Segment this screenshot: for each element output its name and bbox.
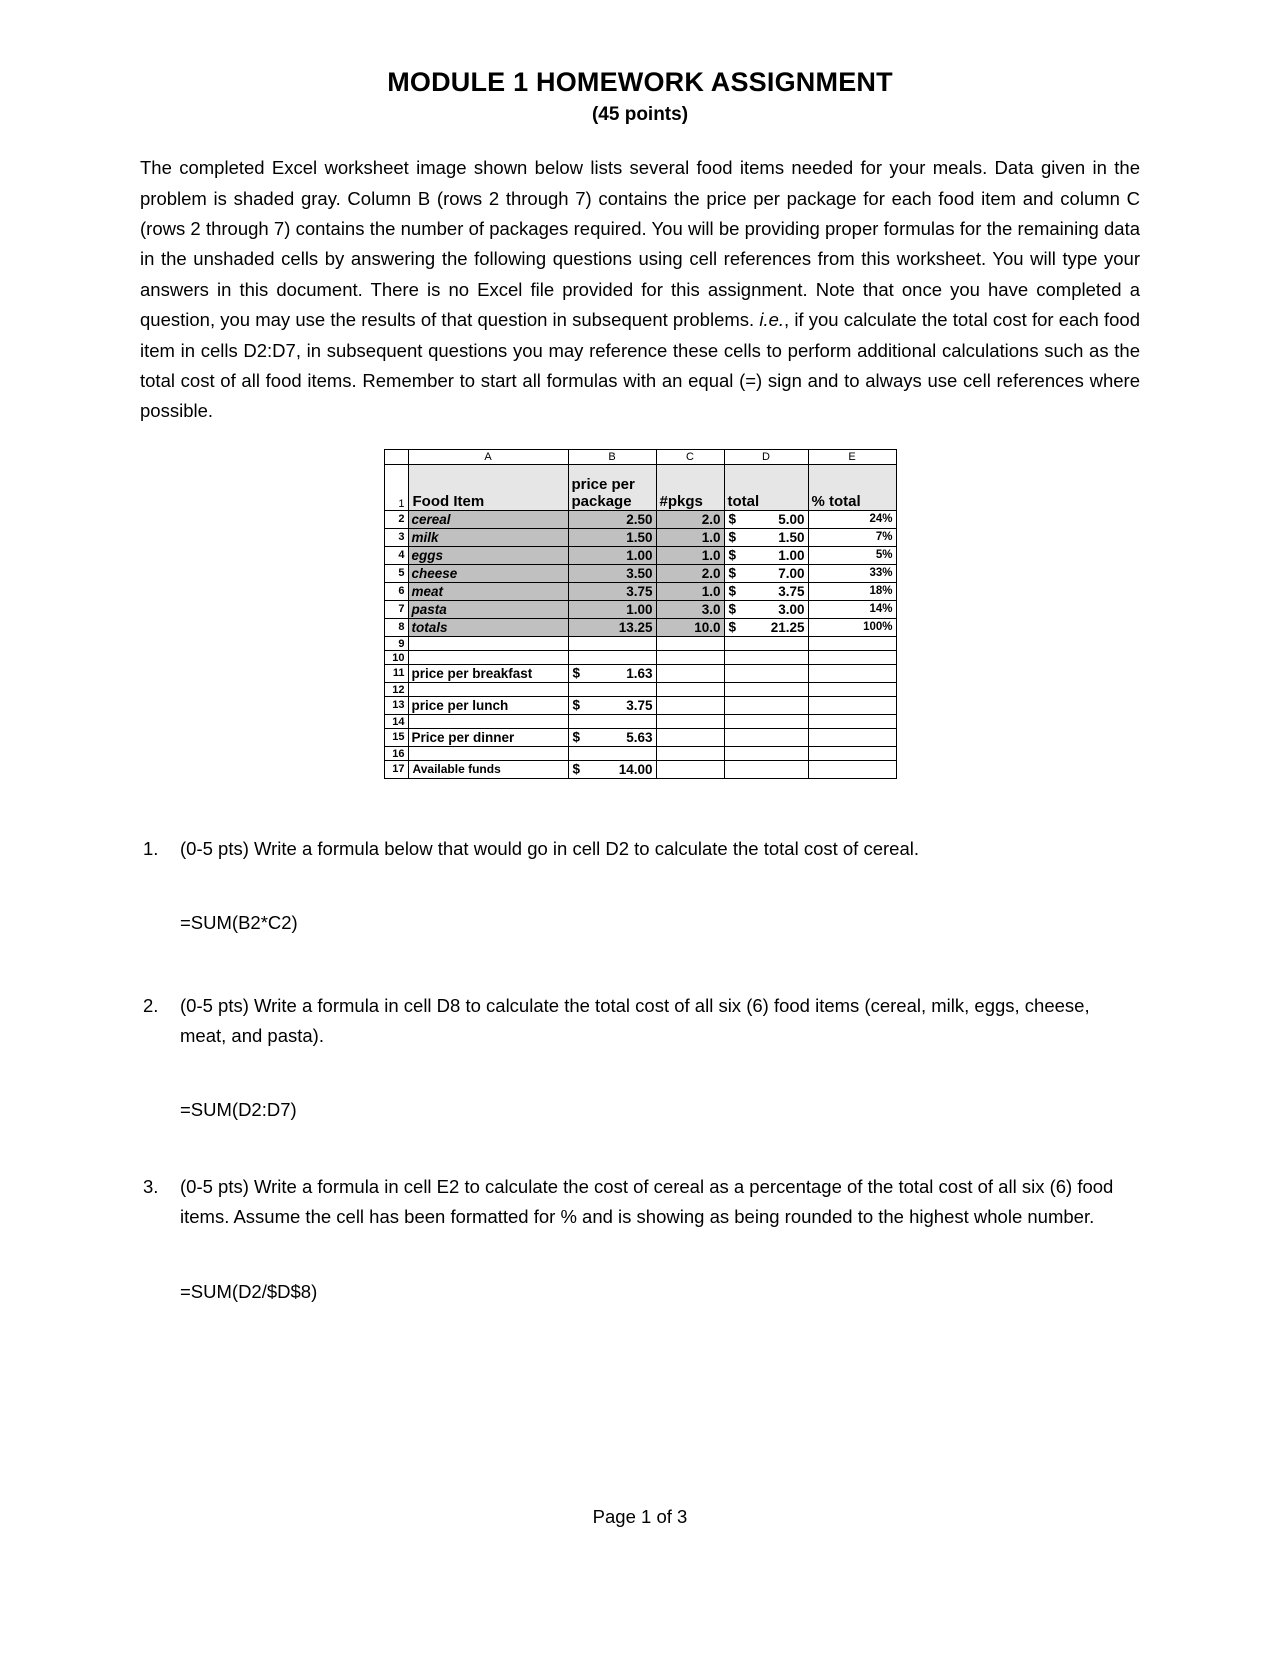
cell-b6: 3.75 bbox=[568, 582, 656, 600]
cell-b4: 1.00 bbox=[568, 546, 656, 564]
answer-1: =SUM(B2*C2) bbox=[180, 912, 298, 934]
cell-a7: pasta bbox=[408, 600, 568, 618]
spacer bbox=[140, 1126, 1140, 1172]
cell-c4: 1.0 bbox=[656, 546, 724, 564]
row-number-12: 12 bbox=[384, 682, 408, 696]
cell-d4 bbox=[724, 546, 808, 564]
cell-e4: 5% bbox=[808, 546, 896, 564]
currency-symbol: $ bbox=[572, 697, 581, 713]
currency-symbol: $ bbox=[728, 583, 737, 599]
cell-a3: milk bbox=[408, 528, 568, 546]
cell-b15 bbox=[568, 728, 656, 746]
cell-b16 bbox=[568, 746, 656, 760]
cell-d3-value: 1.50 bbox=[778, 529, 805, 545]
cell-e10 bbox=[808, 650, 896, 664]
column-letter-row bbox=[384, 449, 896, 464]
cell-a11: price per breakfast bbox=[408, 664, 568, 682]
cell-d7-value: 3.00 bbox=[778, 601, 805, 617]
cell-e13 bbox=[808, 696, 896, 714]
question-text-2: (0-5 pts) Write a formula in cell D8 to calculate the total cost of all six (6) food items (cereal, milk, eggs, cheese, meat, and pasta). bbox=[180, 994, 1090, 1047]
row-number-6: 6 bbox=[384, 582, 408, 600]
cell-a8: totals bbox=[408, 618, 568, 636]
cell-d6-value: 3.75 bbox=[778, 583, 805, 599]
page-subtitle: (45 points) bbox=[591, 104, 689, 126]
question-item-1 bbox=[140, 834, 1140, 864]
row-number-15: 15 bbox=[384, 728, 408, 746]
cell-c17 bbox=[656, 760, 724, 778]
cell-e12 bbox=[808, 682, 896, 696]
cell-b11-value: 1.63 bbox=[626, 665, 653, 681]
spreadsheet-image bbox=[140, 449, 1140, 779]
corner-cell bbox=[384, 449, 408, 464]
cell-a2: cereal bbox=[408, 510, 568, 528]
currency-symbol: $ bbox=[572, 665, 581, 681]
cell-e6: 18% bbox=[808, 582, 896, 600]
table-row-totals bbox=[384, 618, 896, 636]
cell-d13 bbox=[724, 696, 808, 714]
cell-a17: Available funds bbox=[408, 760, 568, 778]
cell-d4-value: 1.00 bbox=[778, 547, 805, 563]
currency-symbol: $ bbox=[728, 511, 737, 527]
cell-d2 bbox=[724, 510, 808, 528]
currency-symbol: $ bbox=[728, 529, 737, 545]
cell-d8-value: 21.25 bbox=[770, 619, 805, 635]
column-letter-d: D bbox=[724, 449, 808, 464]
cell-c7: 3.0 bbox=[656, 600, 724, 618]
cell-a13: price per lunch bbox=[408, 696, 568, 714]
cell-d3 bbox=[724, 528, 808, 546]
row-number-9: 9 bbox=[384, 636, 408, 650]
cell-d9 bbox=[724, 636, 808, 650]
question-item-3 bbox=[140, 1172, 1140, 1233]
table-row-breakfast bbox=[384, 664, 896, 682]
questions-list bbox=[140, 834, 1140, 1307]
row-number-10: 10 bbox=[384, 650, 408, 664]
worksheet-header-row bbox=[384, 464, 896, 510]
table-row-available-funds bbox=[384, 760, 896, 778]
cell-d15 bbox=[724, 728, 808, 746]
column-letter-e: E bbox=[808, 449, 896, 464]
cell-b13 bbox=[568, 696, 656, 714]
cell-e15 bbox=[808, 728, 896, 746]
cell-a9 bbox=[408, 636, 568, 650]
table-row bbox=[384, 564, 896, 582]
cell-c5: 2.0 bbox=[656, 564, 724, 582]
cell-b9 bbox=[568, 636, 656, 650]
cell-e17 bbox=[808, 760, 896, 778]
cell-c16 bbox=[656, 746, 724, 760]
answer-2: =SUM(D2:D7) bbox=[180, 1099, 297, 1121]
header-cell-b1: price per package bbox=[568, 464, 656, 510]
currency-symbol: $ bbox=[728, 601, 737, 617]
question-item-2 bbox=[140, 991, 1140, 1052]
cell-b17-value: 14.00 bbox=[618, 761, 653, 777]
row-number-2: 2 bbox=[384, 510, 408, 528]
cell-e7: 14% bbox=[808, 600, 896, 618]
table-row bbox=[384, 546, 896, 564]
cell-c12 bbox=[656, 682, 724, 696]
currency-symbol: $ bbox=[572, 729, 581, 745]
cell-d11 bbox=[724, 664, 808, 682]
cell-c15 bbox=[656, 728, 724, 746]
cell-b12 bbox=[568, 682, 656, 696]
table-row-empty bbox=[384, 650, 896, 664]
row-number-11: 11 bbox=[384, 664, 408, 682]
cell-e8: 100% bbox=[808, 618, 896, 636]
cell-e3: 7% bbox=[808, 528, 896, 546]
table-row-dinner bbox=[384, 728, 896, 746]
row-number-1: 1 bbox=[384, 464, 408, 510]
question-number-3: 3. bbox=[143, 1175, 159, 1197]
cell-d7 bbox=[724, 600, 808, 618]
cell-c9 bbox=[656, 636, 724, 650]
cell-a16 bbox=[408, 746, 568, 760]
cell-b8: 13.25 bbox=[568, 618, 656, 636]
intro-text-italic: i.e. bbox=[759, 309, 785, 331]
cell-b15-value: 5.63 bbox=[626, 729, 653, 745]
cell-a10 bbox=[408, 650, 568, 664]
cell-e5: 33% bbox=[808, 564, 896, 582]
row-number-5: 5 bbox=[384, 564, 408, 582]
cell-b2: 2.50 bbox=[568, 510, 656, 528]
cell-c3: 1.0 bbox=[656, 528, 724, 546]
cell-d16 bbox=[724, 746, 808, 760]
column-letter-a: A bbox=[408, 449, 568, 464]
question-text-3: (0-5 pts) Write a formula in cell E2 to calculate the cost of cereal as a percentage of the total cost of all six (6) food items. Assume the cell has been formatted for % and is showing as being rounded to the highest whole number. bbox=[180, 1175, 1114, 1228]
cell-e9 bbox=[808, 636, 896, 650]
intro-paragraph bbox=[140, 153, 1140, 427]
row-number-16: 16 bbox=[384, 746, 408, 760]
row-number-14: 14 bbox=[384, 714, 408, 728]
header-cell-d1: total bbox=[724, 464, 808, 510]
table-row bbox=[384, 510, 896, 528]
question-number-1: 1. bbox=[143, 837, 159, 859]
cell-e14 bbox=[808, 714, 896, 728]
row-number-13: 13 bbox=[384, 696, 408, 714]
cell-d12 bbox=[724, 682, 808, 696]
cell-b10 bbox=[568, 650, 656, 664]
worksheet-table bbox=[384, 449, 897, 779]
cell-a14 bbox=[408, 714, 568, 728]
column-letter-b: B bbox=[568, 449, 656, 464]
intro-text-part2: , if you calculate the total cost for each food item in cells D2:D7, in subsequent questions you may reference these cells to perform additional calculations such as the total cost of all food items. Remember to start all formulas with an equal (=) sign and to always use cell references where possible. bbox=[140, 309, 1141, 422]
table-row-empty bbox=[384, 714, 896, 728]
intro-text-part1: The completed Excel worksheet image shown below lists several food items needed for your meals. Data given in the problem is shaded gray. Column B (rows 2 through 7) contains the price per package for each food item and column C (rows 2 through 7) contains the number of packages required. You will be providing proper formulas for the remaining data in the unshaded cells by answering the following questions using cell references from this worksheet. You will type your answers in this document. There is no Excel file provided for this assignment. Note that once you have completed a question, you may use the results of that question in subsequent problems. bbox=[140, 157, 1140, 331]
cell-d14 bbox=[724, 714, 808, 728]
currency-symbol: $ bbox=[728, 619, 737, 635]
table-row bbox=[384, 600, 896, 618]
question-text-1: (0-5 pts) Write a formula below that would go in cell D2 to calculate the total cost of cereal. bbox=[180, 837, 919, 859]
cell-d17 bbox=[724, 760, 808, 778]
cell-b17 bbox=[568, 760, 656, 778]
table-row-empty bbox=[384, 636, 896, 650]
cell-d2-value: 5.00 bbox=[778, 511, 805, 527]
cell-d10 bbox=[724, 650, 808, 664]
cell-a15: Price per dinner bbox=[408, 728, 568, 746]
cell-c13 bbox=[656, 696, 724, 714]
table-row bbox=[384, 528, 896, 546]
cell-a12 bbox=[408, 682, 568, 696]
row-number-4: 4 bbox=[384, 546, 408, 564]
table-row bbox=[384, 582, 896, 600]
row-number-7: 7 bbox=[384, 600, 408, 618]
currency-symbol: $ bbox=[728, 547, 737, 563]
table-row-empty bbox=[384, 682, 896, 696]
currency-symbol: $ bbox=[728, 565, 737, 581]
cell-c14 bbox=[656, 714, 724, 728]
row-number-3: 3 bbox=[384, 528, 408, 546]
cell-b7: 1.00 bbox=[568, 600, 656, 618]
spacer bbox=[140, 939, 1140, 991]
table-row-lunch bbox=[384, 696, 896, 714]
page-title: MODULE 1 HOMEWORK ASSIGNMENT bbox=[387, 67, 893, 97]
header-cell-a1: Food Item bbox=[408, 464, 568, 510]
cell-d8 bbox=[724, 618, 808, 636]
page-footer: Page 1 of 3 bbox=[592, 1506, 688, 1527]
column-letter-c: C bbox=[656, 449, 724, 464]
cell-a6: meat bbox=[408, 582, 568, 600]
cell-c8: 10.0 bbox=[656, 618, 724, 636]
header-cell-c1: #pkgs bbox=[656, 464, 724, 510]
cell-a4: eggs bbox=[408, 546, 568, 564]
cell-e16 bbox=[808, 746, 896, 760]
row-number-17: 17 bbox=[384, 760, 408, 778]
cell-b14 bbox=[568, 714, 656, 728]
row-number-8: 8 bbox=[384, 618, 408, 636]
cell-c6: 1.0 bbox=[656, 582, 724, 600]
cell-d5-value: 7.00 bbox=[778, 565, 805, 581]
cell-b13-value: 3.75 bbox=[626, 697, 653, 713]
cell-b11 bbox=[568, 664, 656, 682]
question-number-2: 2. bbox=[143, 994, 159, 1016]
cell-b5: 3.50 bbox=[568, 564, 656, 582]
header-cell-e1: % total bbox=[808, 464, 896, 510]
currency-symbol: $ bbox=[572, 761, 581, 777]
cell-a5: cheese bbox=[408, 564, 568, 582]
answer-3: =SUM(D2/$D$8) bbox=[180, 1280, 318, 1302]
cell-e11 bbox=[808, 664, 896, 682]
cell-c2: 2.0 bbox=[656, 510, 724, 528]
cell-d6 bbox=[724, 582, 808, 600]
cell-c11 bbox=[656, 664, 724, 682]
cell-c10 bbox=[656, 650, 724, 664]
cell-b3: 1.50 bbox=[568, 528, 656, 546]
cell-e2: 24% bbox=[808, 510, 896, 528]
cell-d5 bbox=[724, 564, 808, 582]
table-row-empty bbox=[384, 746, 896, 760]
